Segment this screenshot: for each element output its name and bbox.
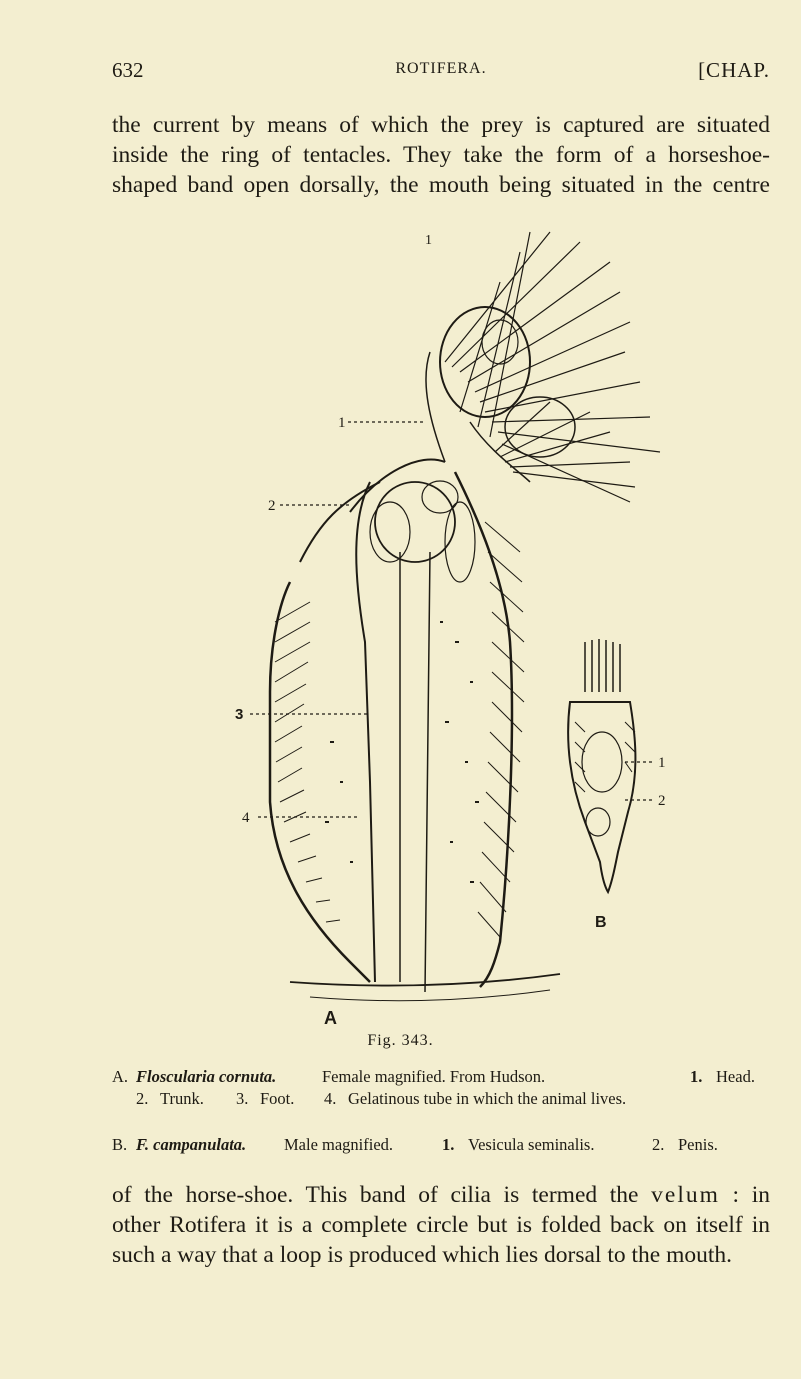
caption-a-t1: Head.: [716, 1067, 755, 1086]
caption-a-n4: 4.: [324, 1089, 337, 1108]
figure-number: Fig. 343.: [367, 1032, 434, 1049]
caption-b-t2: Penis.: [678, 1135, 718, 1154]
rotifer-engraving: [230, 222, 670, 1002]
caption-a-letter: A.: [112, 1067, 129, 1086]
paragraph-line: inside the ring of tentacles. They take the form of a horseshoe-: [112, 142, 770, 168]
caption-b-letter: B.: [112, 1135, 128, 1154]
caption-a-n2: 2.: [136, 1089, 149, 1108]
paragraph-bottom: [112, 1180, 770, 1270]
figure-343-illustration: [230, 222, 670, 1002]
caption-a-text: Female magnified. From Hudson.: [322, 1067, 546, 1086]
figure-label-4: 4: [242, 810, 250, 826]
caption-b-n1: 1.: [442, 1135, 455, 1154]
paragraph-line-with-term: [112, 1180, 770, 1210]
paragraph-line: the current by means of which the prey is captured are situated: [112, 112, 770, 138]
caption-a-n1: 1.: [690, 1067, 703, 1086]
caption-a: [112, 1066, 770, 1110]
paragraph-line: shaped band open dorsally, the mouth being situated in the centre: [112, 172, 770, 198]
paragraph-text: : in: [719, 1182, 770, 1208]
caption-a-t3: Foot.: [260, 1089, 295, 1108]
caption-b-species: F. campanulata.: [136, 1135, 247, 1154]
caption-a-t2: Trunk.: [160, 1089, 204, 1108]
caption-a-n3: 3.: [236, 1089, 249, 1108]
paragraph-text: of the horse-shoe. This band of cilia is termed the: [112, 1182, 652, 1208]
figure-letter-a: A: [324, 1008, 337, 1028]
figure-label-2: 2: [268, 498, 276, 514]
caption-b-n2: 2.: [652, 1135, 665, 1154]
chapter-label: [CHAP.: [698, 58, 770, 82]
figure-letter-b: B: [595, 914, 607, 931]
caption-b-t1: Vesicula seminalis.: [468, 1135, 595, 1154]
page-number: 632: [112, 58, 144, 82]
running-title: ROTIFERA.: [395, 60, 487, 77]
figure-label-a-top: 1: [425, 233, 432, 248]
figure-label-3: 3: [235, 706, 244, 723]
paragraph-line: such a way that a loop is produced which lies dorsal to the mouth.: [112, 1242, 733, 1268]
figure-label-1: 1: [338, 415, 346, 431]
caption-b: [112, 1134, 770, 1156]
paragraph-line: other Rotifera it is a complete circle but is folded back on itself in: [112, 1212, 770, 1238]
caption-a-t4: Gelatinous tube in which the animal lives.: [348, 1089, 627, 1108]
caption-a-species: Floscularia cornuta.: [136, 1067, 277, 1086]
figure-b-label-1: 1: [658, 755, 666, 771]
paragraph-top: [112, 110, 770, 200]
page-header: [112, 58, 770, 92]
caption-b-text: Male magnified.: [284, 1135, 394, 1154]
figure-b-label-2: 2: [658, 793, 666, 809]
term-velum: velum: [651, 1182, 720, 1208]
